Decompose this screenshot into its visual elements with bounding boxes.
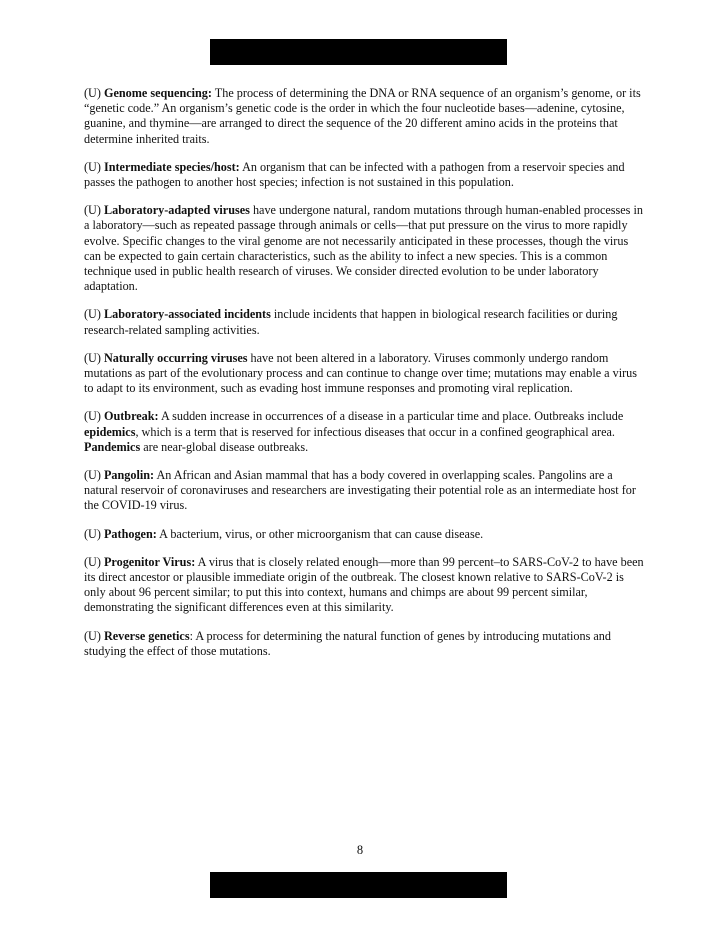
classification-marking: (U) <box>84 203 104 218</box>
redaction-bar-top <box>210 39 507 65</box>
glossary-definition: have undergone natural, random mutations through human-enabled processes in a laboratory—such as repeated passage through animals or cells—that put pressure on the virus to more rapidly evolve. Specific changes to the viral genome are not necessarily anticipated in these processes, though the virus can be expected to gain certain characteristics, such as the ability to infect a new species. This is a common technique used in public health research of viruses. We consider directed evolution to be under laboratory adaptation. <box>84 203 643 294</box>
glossary-entry-pangolin <box>84 468 644 514</box>
glossary-term-pandemics: Pandemics <box>84 439 141 454</box>
glossary-entry-lab-associated-incidents <box>84 307 644 337</box>
page-number: 8 <box>356 843 364 857</box>
glossary-term: Pangolin: <box>103 468 155 483</box>
glossary-entry-outbreak <box>84 409 644 455</box>
classification-marking: (U) <box>84 86 104 100</box>
glossary-definition: A sudden increase in occurrences of a disease in a particular time and place. Outbreaks include <box>158 409 624 424</box>
classification-marking: (U) <box>84 526 104 541</box>
glossary-term: Progenitor Virus: <box>103 554 196 569</box>
glossary-entry-genome-sequencing <box>84 86 644 147</box>
glossary-definition: have not been altered in a laboratory. Viruses commonly undergo random mutations as part of the evolutionary process and can continue to change over time; mutations may enable a virus to adapt to its environment, such as evading host immune responses and promoting viral replication. <box>84 350 638 396</box>
glossary-entry-progenitor-virus <box>84 555 644 616</box>
glossary-entry-naturally-occurring-viruses <box>84 351 644 397</box>
glossary-definition: include incidents that happen in biological research facilities or during research-related sampling activities. <box>84 307 618 337</box>
classification-marking: (U) <box>84 554 104 569</box>
classification-marking: (U) <box>84 350 104 365</box>
classification-marking: (U) <box>84 468 104 483</box>
glossary-entry-pathogen <box>84 527 644 542</box>
glossary-definition: The process of determining the DNA or RNA sequence of an organism’s genome, or its “genetic code.” An organism’s genetic code is the order in which the four nucleotide bases—adenine, cytosine, guanine, and thymine—are arranged to direct the sequence of the 20 different amino acids in the proteins that determine inherited traits. <box>84 86 641 146</box>
glossary-definition: , which is a term that is reserved for infectious diseases that occur in a confined geographical area. <box>135 424 615 439</box>
glossary-definition: An organism that can be infected with a pathogen from a reservoir species and passes the pathogen to another host species; infection is not sustained in this population. <box>84 159 625 190</box>
classification-marking: (U) <box>84 159 104 174</box>
redaction-bar-bottom <box>210 872 507 898</box>
glossary-definition: A bacterium, virus, or other microorganism that can cause disease. <box>156 526 484 541</box>
glossary-term: Laboratory-associated incidents <box>103 307 271 322</box>
classification-marking: (U) <box>84 307 104 322</box>
glossary-entry-reverse-genetics <box>84 629 644 659</box>
glossary-term-epidemics: epidemics <box>84 424 136 439</box>
glossary-term: Pathogen: <box>103 526 157 541</box>
glossary-definition: : A process for determining the natural function of genes by introducing mutations and studying the effect of those mutations. <box>84 628 611 658</box>
glossary-entry-lab-adapted-viruses <box>84 203 644 294</box>
glossary-term: Naturally occurring viruses <box>103 350 248 365</box>
glossary-term: Intermediate species/host: <box>103 159 240 174</box>
classification-marking: (U) <box>84 409 104 424</box>
glossary-definition: A virus that is closely related enough—more than 99 percent–to SARS-CoV-2 to have been its direct ancestor or plausible immediate origin of the outbreak. The closest known relative to SARS-CoV-2 is only about 96 percent similar; to put this into context, humans and chimps are about 99 percent similar, demonstrating the significant differences even at this similarity. <box>84 554 644 615</box>
glossary-term: Outbreak: <box>103 409 159 424</box>
glossary-entry-intermediate-host <box>84 160 644 190</box>
glossary-definition: are near-global disease outbreaks. <box>140 439 309 454</box>
glossary-term: Genome sequencing: <box>103 86 212 100</box>
glossary-definition: An African and Asian mammal that has a body covered in overlapping scales. Pangolins are a natural reservoir of coronaviruses and researchers are investigating their potential role as an intermediate host for the COVID-19 virus. <box>84 468 636 513</box>
glossary-term: Reverse genetics <box>103 628 190 643</box>
classification-marking: (U) <box>84 628 104 643</box>
glossary-content <box>84 86 644 672</box>
glossary-term: Laboratory-adapted viruses <box>103 203 250 218</box>
